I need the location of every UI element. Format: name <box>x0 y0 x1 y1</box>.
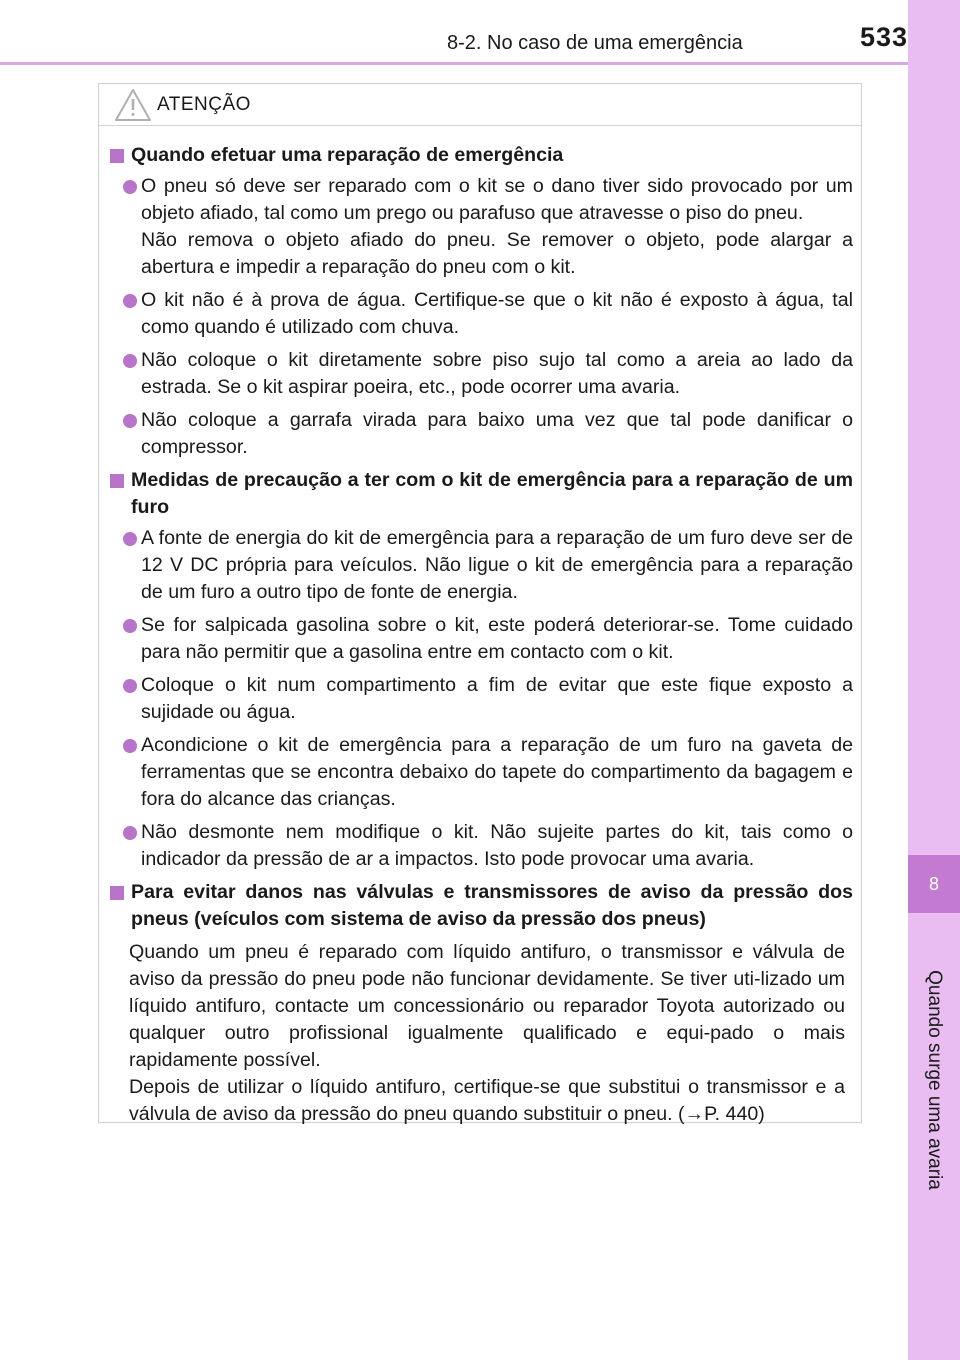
bullet-item <box>109 819 853 873</box>
warning-box <box>98 83 862 1123</box>
bullet-item <box>109 347 853 401</box>
paragraph-text: Depois de utilizar o líquido antifuro, certifique-se que substitui o transmissor e a válvula de aviso da pressão do pneu quando substituir o pneu. (→P. 440) <box>129 1076 845 1125</box>
section-heading-text: Para evitar danos nas válvulas e transmissores de aviso da pressão dos pneus (veículos com sistema de aviso da pressão dos pneus) <box>131 881 853 930</box>
section-heading <box>109 879 853 933</box>
section-heading <box>109 467 853 521</box>
bullet-item <box>109 287 853 341</box>
bullet-item <box>109 612 853 666</box>
bullet-item <box>109 407 853 461</box>
bullet-text: Se for salpicada gasolina sobre o kit, este poderá deteriorar-se. Tome cuidado para não permitir que a gasolina entre em contacto com o kit. <box>141 614 853 663</box>
circle-bullet-icon <box>123 739 137 753</box>
bullet-text: Não coloque a garrafa virada para baixo uma vez que tal pode danificar o compressor. <box>141 409 853 458</box>
section-heading-text: Quando efetuar uma reparação de emergência <box>131 144 564 166</box>
bullet-item <box>109 732 853 813</box>
bullet-text: O kit não é à prova de água. Certifique-se que o kit não é exposto à água, tal como quando é utilizado com chuva. <box>141 289 853 338</box>
bullet-text: Não coloque o kit diretamente sobre piso sujo tal como a areia ao lado da estrada. Se o kit aspirar poeira, etc., pode ocorrer uma avaria. <box>141 349 853 398</box>
warning-title: ATENÇÃO <box>157 94 251 115</box>
circle-bullet-icon <box>123 354 137 368</box>
bullet-text: Coloque o kit num compartimento a fim de evitar que este fique exposto a sujidade ou água. <box>141 674 853 723</box>
square-bullet-icon <box>110 149 124 163</box>
paragraph-text: Quando um pneu é reparado com líquido antifuro, o transmissor e válvula de aviso da pressão do pneu pode não funcionar devidamente. Se tiver uti-lizado um líquido antifuro, contacte um concessionário ou reparador Toyota autorizado ou qualquer outro profissional igualmente qualificado e equi-pado o mais rapidamente possível. <box>129 941 845 1071</box>
bullet-text: Acondicione o kit de emergência para a reparação de um furo na gaveta de ferramentas que se encontra debaixo do tapete do compartimento da bagagem e fora do alcance das crianças. <box>141 734 853 810</box>
warning-triangle-icon <box>113 87 153 123</box>
chapter-number: 8 <box>928 874 939 894</box>
circle-bullet-icon <box>123 414 137 428</box>
circle-bullet-icon <box>123 679 137 693</box>
section-title: 8-2. No caso de uma emergência <box>447 32 743 54</box>
page-number: 533 <box>859 22 908 52</box>
bullet-item <box>109 525 853 606</box>
warning-content <box>99 142 861 1128</box>
bullet-text: O pneu só deve ser reparado com o kit se o dano tiver sido provocado por um objeto afiado, tal como um prego ou parafuso que atravesse o piso do pneu. <box>141 175 853 224</box>
bullet-text: A fonte de energia do kit de emergência para a reparação de um furo deve ser de 12 V DC própria para veículos. Não ligue o kit de emergência para a reparação de um furo a outro tipo de fonte de energia. <box>141 527 853 603</box>
circle-bullet-icon <box>123 294 137 308</box>
square-bullet-icon <box>110 474 124 488</box>
section-heading-text: Medidas de precaução a ter com o kit de emergência para a reparação de um furo <box>131 469 853 518</box>
section-paragraphs <box>109 939 853 1128</box>
square-bullet-icon <box>110 886 124 900</box>
bullet-text: Não desmonte nem modifique o kit. Não sujeite partes do kit, tais como o indicador da pressão de ar a impactos. Isto pode provocar uma avaria. <box>141 821 853 870</box>
bullet-text: Não remova o objeto afiado do pneu. Se remover o objeto, pode alargar a abertura e impedir a reparação do pneu com o kit. <box>141 229 853 278</box>
section-heading <box>109 142 853 169</box>
warning-header <box>99 84 861 126</box>
header-rule <box>0 62 908 65</box>
bullet-item <box>109 672 853 726</box>
circle-bullet-icon <box>123 532 137 546</box>
bullet-item <box>109 173 853 281</box>
circle-bullet-icon <box>123 180 137 194</box>
circle-bullet-icon <box>123 826 137 840</box>
chapter-label: Quando surge uma avaria <box>924 970 945 1190</box>
circle-bullet-icon <box>123 619 137 633</box>
